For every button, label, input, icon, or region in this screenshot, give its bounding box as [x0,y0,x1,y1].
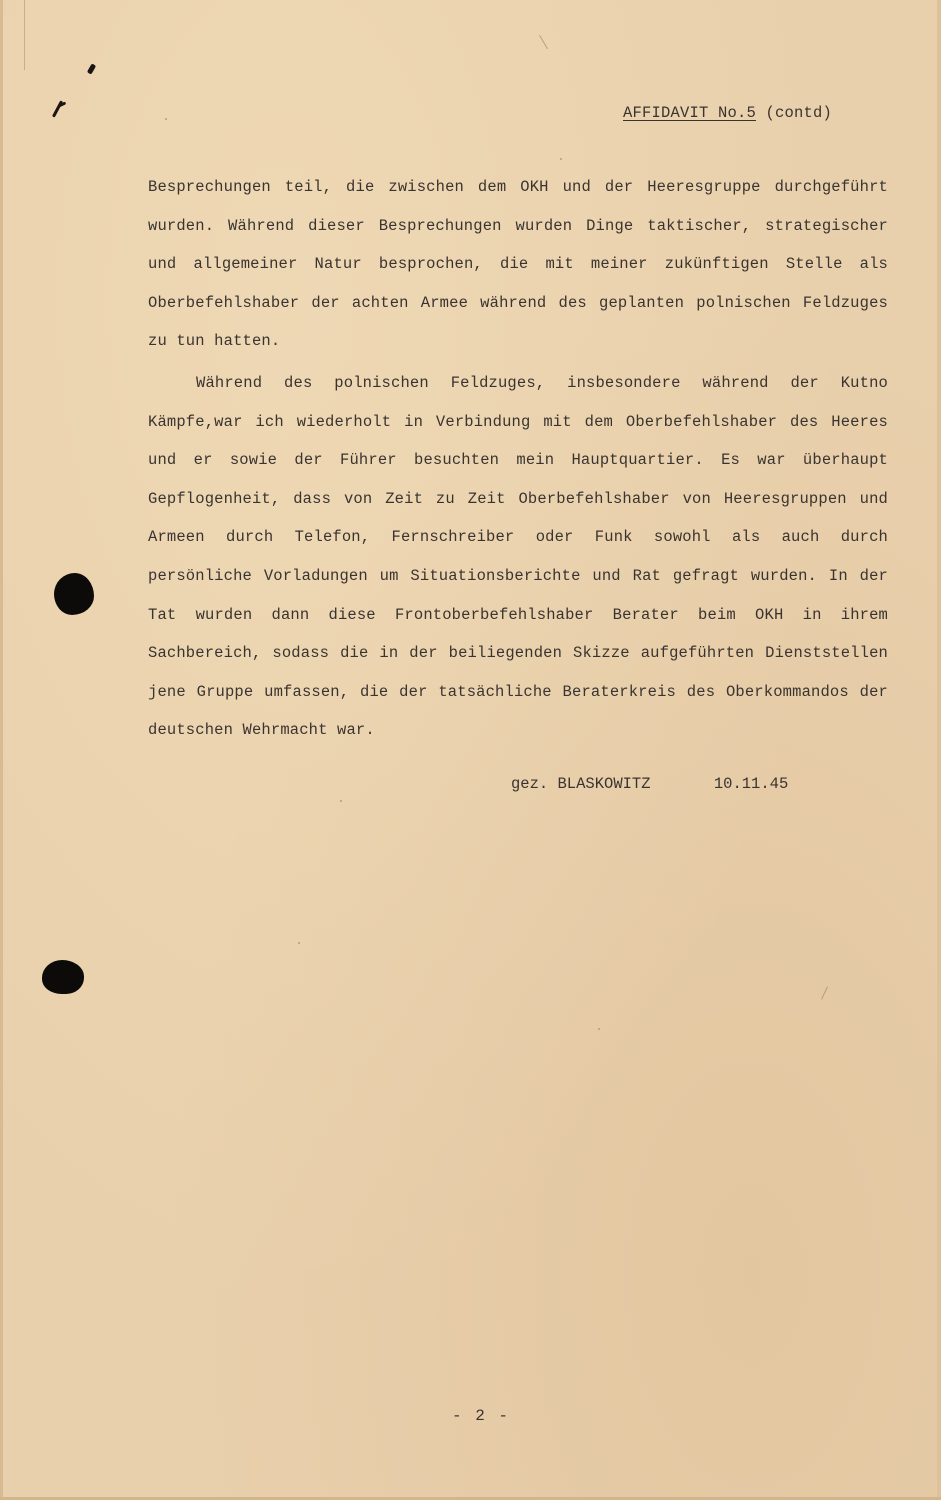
signature-line [511,775,788,793]
punch-hole-upper [54,573,94,615]
binder-crease [24,0,25,70]
page-right-edge [937,0,941,1500]
paper-scratch [539,35,548,49]
paper-speck [340,800,342,802]
page-number: - 2 - [452,1407,511,1425]
paper-scratch [821,986,828,999]
signature-date: 10.11.45 [713,775,789,793]
affidavit-body [148,168,888,750]
paper-speck [165,118,167,120]
punch-hole-lower [42,960,84,994]
affidavit-header [623,104,832,122]
signature-name: gez. BLASKOWITZ [511,775,651,793]
page-left-edge [0,0,3,1500]
paper-speck [598,1028,600,1030]
ink-mark [87,63,96,74]
affidavit-title: AFFIDAVIT No.5 [623,104,757,122]
paper-speck [298,942,300,944]
paper-speck [560,158,562,160]
paragraph-2: Während des polnischen Feldzuges, insbesondere während der Kutno Kämpfe,war ich wiederholt in Verbindung mit dem Oberbefehlshaber des Heeres und er sowie der Führer besuchten mein Hauptquartier. Es war überhaupt Gepflogenheit, dass von Zeit zu Zeit Oberbefehlshaber von Heeresgruppen und Armeen durch Telefon, Fernschreiber oder Funk sowohl als auch durch persönliche Vorladungen um Situationsberichte und Rat gefragt wurden. In der Tat wurden dann diese Frontoberbefehlshaber Berater beim OKH in ihrem Sachbereich, sodass die in der beiliegenden Skizze aufgeführten Dienststellen jene Gruppe umfassen, die der tatsächliche Beraterkreis des Oberkommandos der deutschen Wehrmacht war. [148,373,888,740]
affidavit-contd: (contd) [765,104,833,122]
paragraph-1: Besprechungen teil, die zwischen dem OKH und der Heeresgruppe durchgeführt wurden. Während dieser Besprechungen wurden Dinge taktischer, strategischer und allgemeiner Natur besprochen, die mit meiner zukünftigen Stelle als Oberbefehlshaber der achten Armee während des geplanten polnischen Feldzuges zu tun hatten. [148,178,888,351]
